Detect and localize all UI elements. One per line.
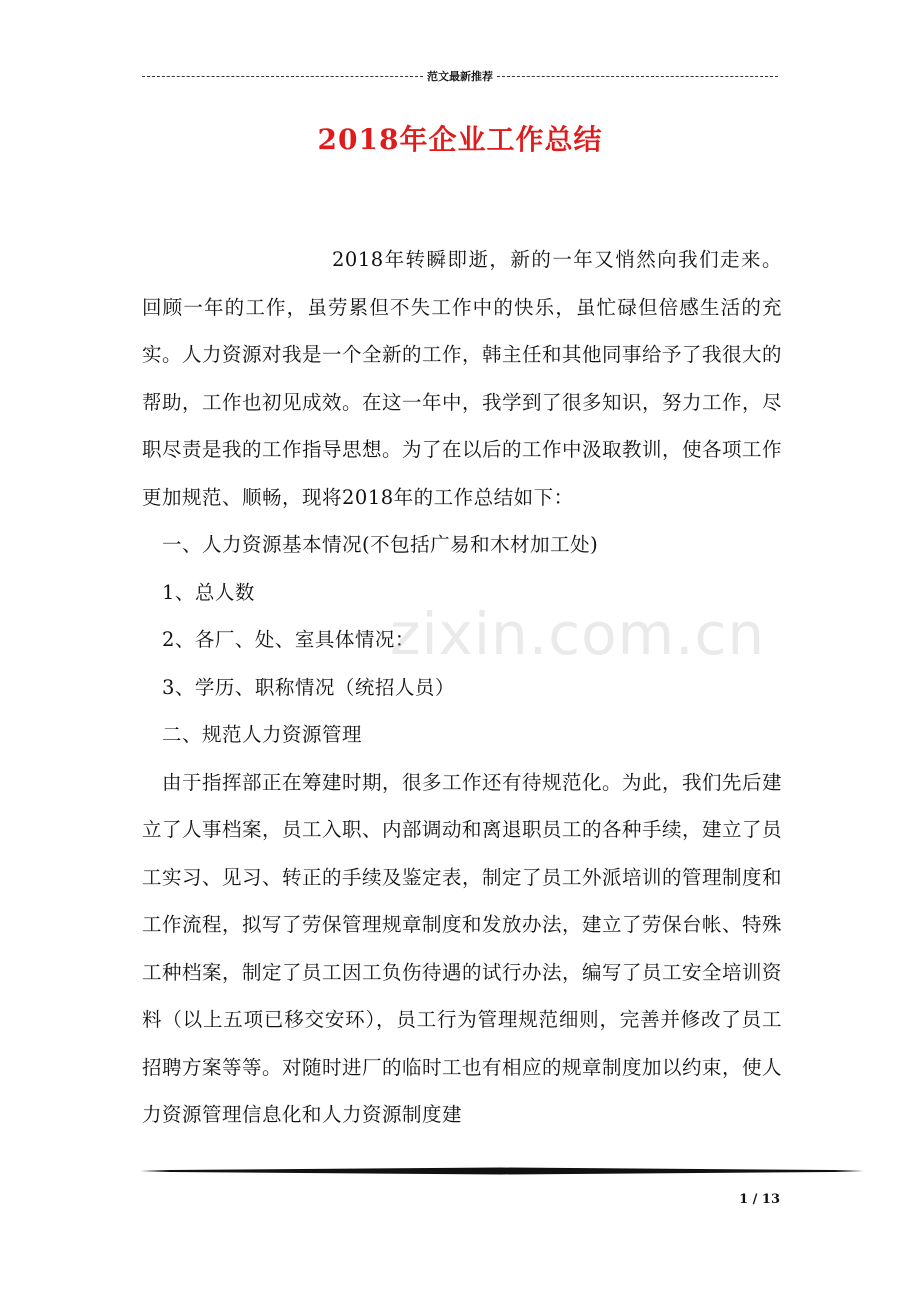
page-number: 1 / 13: [739, 1192, 780, 1207]
watermark-text: zixin.com.cn: [390, 600, 766, 668]
document-body: [142, 236, 782, 1139]
footer-divider: [140, 1167, 864, 1175]
top-banner: [140, 64, 780, 88]
banner-dash-right: [497, 76, 778, 77]
banner-dash-left: [142, 76, 423, 77]
section-heading-1: 一、人力资源基本情况(不包括广易和木材加工处): [162, 533, 599, 556]
list-item-1: 1、总人数: [162, 580, 255, 604]
section-heading-2: 二、规范人力资源管理: [162, 723, 363, 746]
list-item-2: 2、各厂、处、室具体情况：: [162, 628, 415, 651]
document-title: 2018年企业工作总结: [317, 123, 603, 156]
paragraph-intro: 2018年转瞬即逝，新的一年又悄然向我们走来。回顾一年的工作，虽劳累但不失工作中的快乐，虽忙碌但倍感生活的充实。人力资源对我是一个全新的工作，韩主任和其他同事给予了我很大的帮助，工作也初见成效。在这一年中，我学到了很多知识，努力工作，尽职尽责是我的工作指导思想。为了在以后的工作中汲取教训，使各项工作更加规范、顺畅，现将2018年的工作总结如下：: [142, 248, 783, 509]
paragraph-management: 由于指挥部正在筹建时期，很多工作还有待规范化。为此，我们先后建立了人事档案，员工入职、内部调动和离退职员工的各种手续，建立了员工实习、见习、转正的手续及鉴定表，制定了员工外派培训的管理制度和工作流程，拟写了劳保管理规章制度和发放办法，建立了劳保台帐、特殊工种档案，制定了员工因工负伤待遇的试行办法，编写了员工安全培训资料（以上五项已移交安环），员工行为管理规范细则，完善并修改了员工招聘方案等等。对随时进厂的临时工也有相应的规章制度加以约束，使人力资源管理信息化和人力资源制度建: [142, 770, 783, 1126]
list-item-3: 3、学历、职称情况（统招人员）: [162, 675, 455, 699]
banner-text: 范文最新推荐: [427, 70, 493, 83]
